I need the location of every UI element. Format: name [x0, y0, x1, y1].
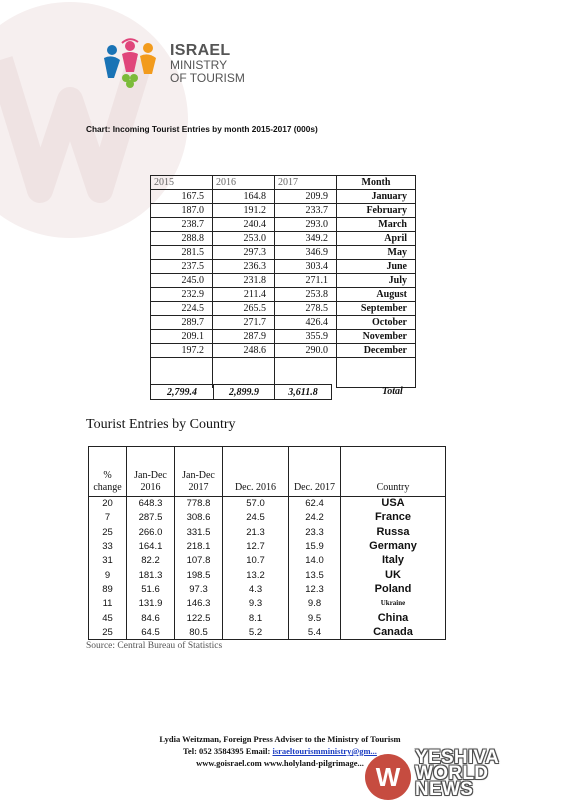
country-cell: Russa — [341, 525, 446, 539]
month-cell: February — [337, 204, 416, 218]
month-cell: December — [337, 344, 416, 358]
ywn-text — [415, 747, 500, 800]
month-cell: May — [337, 246, 416, 260]
value-cell: 233.7 — [275, 204, 337, 218]
ywn-watermark — [365, 748, 565, 800]
value-cell: 303.4 — [275, 260, 337, 274]
value-cell: 197.2 — [151, 344, 213, 358]
col-header-dec-2016: Dec. 2016 — [223, 447, 289, 497]
country-table-row — [89, 611, 446, 625]
value-cell: 12.3 — [289, 582, 341, 596]
country-table-row — [89, 597, 446, 611]
value-cell: 355.9 — [275, 330, 337, 344]
value-cell: 289.7 — [151, 316, 213, 330]
value-cell: 12.7 — [223, 539, 289, 553]
col-header-jan-dec-2016: Jan-Dec 2016 — [127, 447, 175, 497]
country-table-row — [89, 582, 446, 596]
value-cell: 13.2 — [223, 568, 289, 582]
value-cell: 51.6 — [127, 582, 175, 596]
value-cell: 237.5 — [151, 260, 213, 274]
total-label: Total — [382, 386, 403, 397]
value-cell: 82.2 — [127, 554, 175, 568]
monthly-entries-table — [150, 175, 416, 388]
country-section-title: Tourist Entries by Country — [86, 417, 236, 432]
value-cell: 57.0 — [223, 497, 289, 511]
ywn-line-2: WORLD — [415, 763, 489, 784]
col-header-month: Month — [337, 176, 416, 190]
value-cell: 7 — [89, 511, 127, 525]
spacer-cell — [151, 358, 213, 388]
spacer-cell — [337, 358, 416, 388]
value-cell: 308.6 — [175, 511, 223, 525]
value-cell: 238.7 — [151, 218, 213, 232]
col-header-2016: 2016 — [213, 176, 275, 190]
value-cell: 167.5 — [151, 190, 213, 204]
country-table-row — [89, 554, 446, 568]
footer-tel: Tel: 052 3584395 Email: — [183, 746, 273, 756]
month-cell: October — [337, 316, 416, 330]
value-cell: 25 — [89, 625, 127, 639]
value-cell: 15.9 — [289, 539, 341, 553]
monthly-table-spacer — [151, 358, 416, 388]
month-cell: April — [337, 232, 416, 246]
value-cell: 287.5 — [127, 511, 175, 525]
country-table-body — [89, 497, 446, 640]
monthly-table-row — [151, 246, 416, 260]
country-entries-table — [88, 446, 446, 640]
value-cell: 33 — [89, 539, 127, 553]
monthly-table-row — [151, 344, 416, 358]
value-cell: 209.1 — [151, 330, 213, 344]
value-cell: 198.5 — [175, 568, 223, 582]
col-header-2015: 2015 — [151, 176, 213, 190]
month-cell: January — [337, 190, 416, 204]
value-cell: 253.8 — [275, 288, 337, 302]
month-cell: August — [337, 288, 416, 302]
value-cell: 426.4 — [275, 316, 337, 330]
logo-line-2: MINISTRY — [170, 58, 228, 72]
value-cell: 13.5 — [289, 568, 341, 582]
value-cell: 288.8 — [151, 232, 213, 246]
monthly-table-row — [151, 316, 416, 330]
value-cell: 648.3 — [127, 497, 175, 511]
country-table-row — [89, 625, 446, 639]
value-cell: 89 — [89, 582, 127, 596]
col-header-2017: 2017 — [275, 176, 337, 190]
col-header-country: Country — [341, 447, 446, 497]
monthly-table-row — [151, 260, 416, 274]
value-cell: 191.2 — [213, 204, 275, 218]
value-cell: 297.3 — [213, 246, 275, 260]
total-2015: 2,799.4 — [150, 384, 214, 400]
monthly-table-row — [151, 274, 416, 288]
total-2016: 2,899.9 — [213, 384, 275, 400]
value-cell: 9.8 — [289, 597, 341, 611]
spacer-cell — [213, 358, 275, 388]
value-cell: 25 — [89, 525, 127, 539]
value-cell: 107.8 — [175, 554, 223, 568]
value-cell: 293.0 — [275, 218, 337, 232]
monthly-table-row — [151, 330, 416, 344]
value-cell: 290.0 — [275, 344, 337, 358]
footer-contact-name: Lydia Weitzman, Foreign Press Adviser to the Ministry of Tourism — [159, 734, 401, 744]
value-cell: 14.0 — [289, 554, 341, 568]
country-cell: Italy — [341, 554, 446, 568]
value-cell: 21.3 — [223, 525, 289, 539]
value-cell: 253.0 — [213, 232, 275, 246]
value-cell: 349.2 — [275, 232, 337, 246]
value-cell: 271.1 — [275, 274, 337, 288]
value-cell: 266.0 — [127, 525, 175, 539]
value-cell: 10.7 — [223, 554, 289, 568]
monthly-table-row — [151, 190, 416, 204]
value-cell: 778.8 — [175, 497, 223, 511]
country-cell: Ukraine — [341, 597, 446, 611]
value-cell: 271.7 — [213, 316, 275, 330]
country-table-header — [89, 447, 446, 497]
col-header-dec-2017: Dec. 2017 — [289, 447, 341, 497]
ywn-line-3: NEWS — [415, 779, 474, 800]
value-cell: 209.9 — [275, 190, 337, 204]
ywn-line-1: YESHIVA — [415, 747, 500, 768]
monthly-table-row — [151, 302, 416, 316]
month-cell: November — [337, 330, 416, 344]
value-cell: 146.3 — [175, 597, 223, 611]
value-cell: 9.3 — [223, 597, 289, 611]
value-cell: 248.6 — [213, 344, 275, 358]
value-cell: 164.8 — [213, 190, 275, 204]
value-cell: 265.5 — [213, 302, 275, 316]
footer-email-link[interactable]: israeltourismministry@gm... — [272, 746, 377, 756]
col-header-jan-dec-2017: Jan-Dec 2017 — [175, 447, 223, 497]
month-cell: June — [337, 260, 416, 274]
value-cell: 9 — [89, 568, 127, 582]
monthly-table-row — [151, 232, 416, 246]
country-cell: France — [341, 511, 446, 525]
ministry-logo-icon — [100, 38, 164, 90]
chart-title: Chart: Incoming Tourist Entries by month 2015-2017 (000s) — [86, 124, 318, 134]
value-cell: 164.1 — [127, 539, 175, 553]
value-cell: 5.4 — [289, 625, 341, 639]
country-table-row — [89, 511, 446, 525]
value-cell: 45 — [89, 611, 127, 625]
country-table-row — [89, 497, 446, 511]
value-cell: 131.9 — [127, 597, 175, 611]
value-cell: 211.4 — [213, 288, 275, 302]
ministry-logo-text — [170, 42, 245, 85]
value-cell: 287.9 — [213, 330, 275, 344]
value-cell: 23.3 — [289, 525, 341, 539]
monthly-table-body — [151, 190, 416, 388]
value-cell: 8.1 — [223, 611, 289, 625]
value-cell: 24.5 — [223, 511, 289, 525]
value-cell: 5.2 — [223, 625, 289, 639]
value-cell: 231.8 — [213, 274, 275, 288]
value-cell: 97.3 — [175, 582, 223, 596]
value-cell: 236.3 — [213, 260, 275, 274]
value-cell: 9.5 — [289, 611, 341, 625]
source-note: Source: Central Bureau of Statistics — [86, 641, 223, 651]
value-cell: 62.4 — [289, 497, 341, 511]
value-cell: 218.1 — [175, 539, 223, 553]
value-cell: 346.9 — [275, 246, 337, 260]
logo-line-3: OF TOURISM — [170, 71, 245, 85]
value-cell: 64.5 — [127, 625, 175, 639]
value-cell: 80.5 — [175, 625, 223, 639]
total-2017: 3,611.8 — [274, 384, 332, 400]
monthly-table-row — [151, 218, 416, 232]
value-cell: 4.3 — [223, 582, 289, 596]
month-cell: July — [337, 274, 416, 288]
country-cell: UK — [341, 568, 446, 582]
spacer-cell — [275, 358, 337, 388]
value-cell: 331.5 — [175, 525, 223, 539]
country-cell: China — [341, 611, 446, 625]
value-cell: 232.9 — [151, 288, 213, 302]
value-cell: 245.0 — [151, 274, 213, 288]
country-cell: Germany — [341, 539, 446, 553]
value-cell: 84.6 — [127, 611, 175, 625]
value-cell: 181.3 — [127, 568, 175, 582]
value-cell: 224.5 — [151, 302, 213, 316]
value-cell: 20 — [89, 497, 127, 511]
value-cell: 24.2 — [289, 511, 341, 525]
col-header-pct-change: % change — [89, 447, 127, 497]
footer-websites[interactable]: www.goisrael.com www.holyland-pilgrimage... — [196, 758, 364, 768]
monthly-table-header — [151, 176, 416, 190]
country-table-row — [89, 525, 446, 539]
value-cell: 281.5 — [151, 246, 213, 260]
month-cell: September — [337, 302, 416, 316]
value-cell: 240.4 — [213, 218, 275, 232]
ywn-w-glyph: W — [375, 762, 401, 792]
value-cell: 278.5 — [275, 302, 337, 316]
value-cell: 31 — [89, 554, 127, 568]
country-cell: Canada — [341, 625, 446, 639]
monthly-table-row — [151, 204, 416, 218]
country-table-row — [89, 539, 446, 553]
country-table-row — [89, 568, 446, 582]
monthly-table-row — [151, 288, 416, 302]
value-cell: 122.5 — [175, 611, 223, 625]
logo-line-1: ISRAEL — [170, 42, 231, 59]
value-cell: 11 — [89, 597, 127, 611]
value-cell: 187.0 — [151, 204, 213, 218]
ministry-logo — [100, 38, 260, 94]
month-cell: March — [337, 218, 416, 232]
country-cell: USA — [341, 497, 446, 511]
country-cell: Poland — [341, 582, 446, 596]
